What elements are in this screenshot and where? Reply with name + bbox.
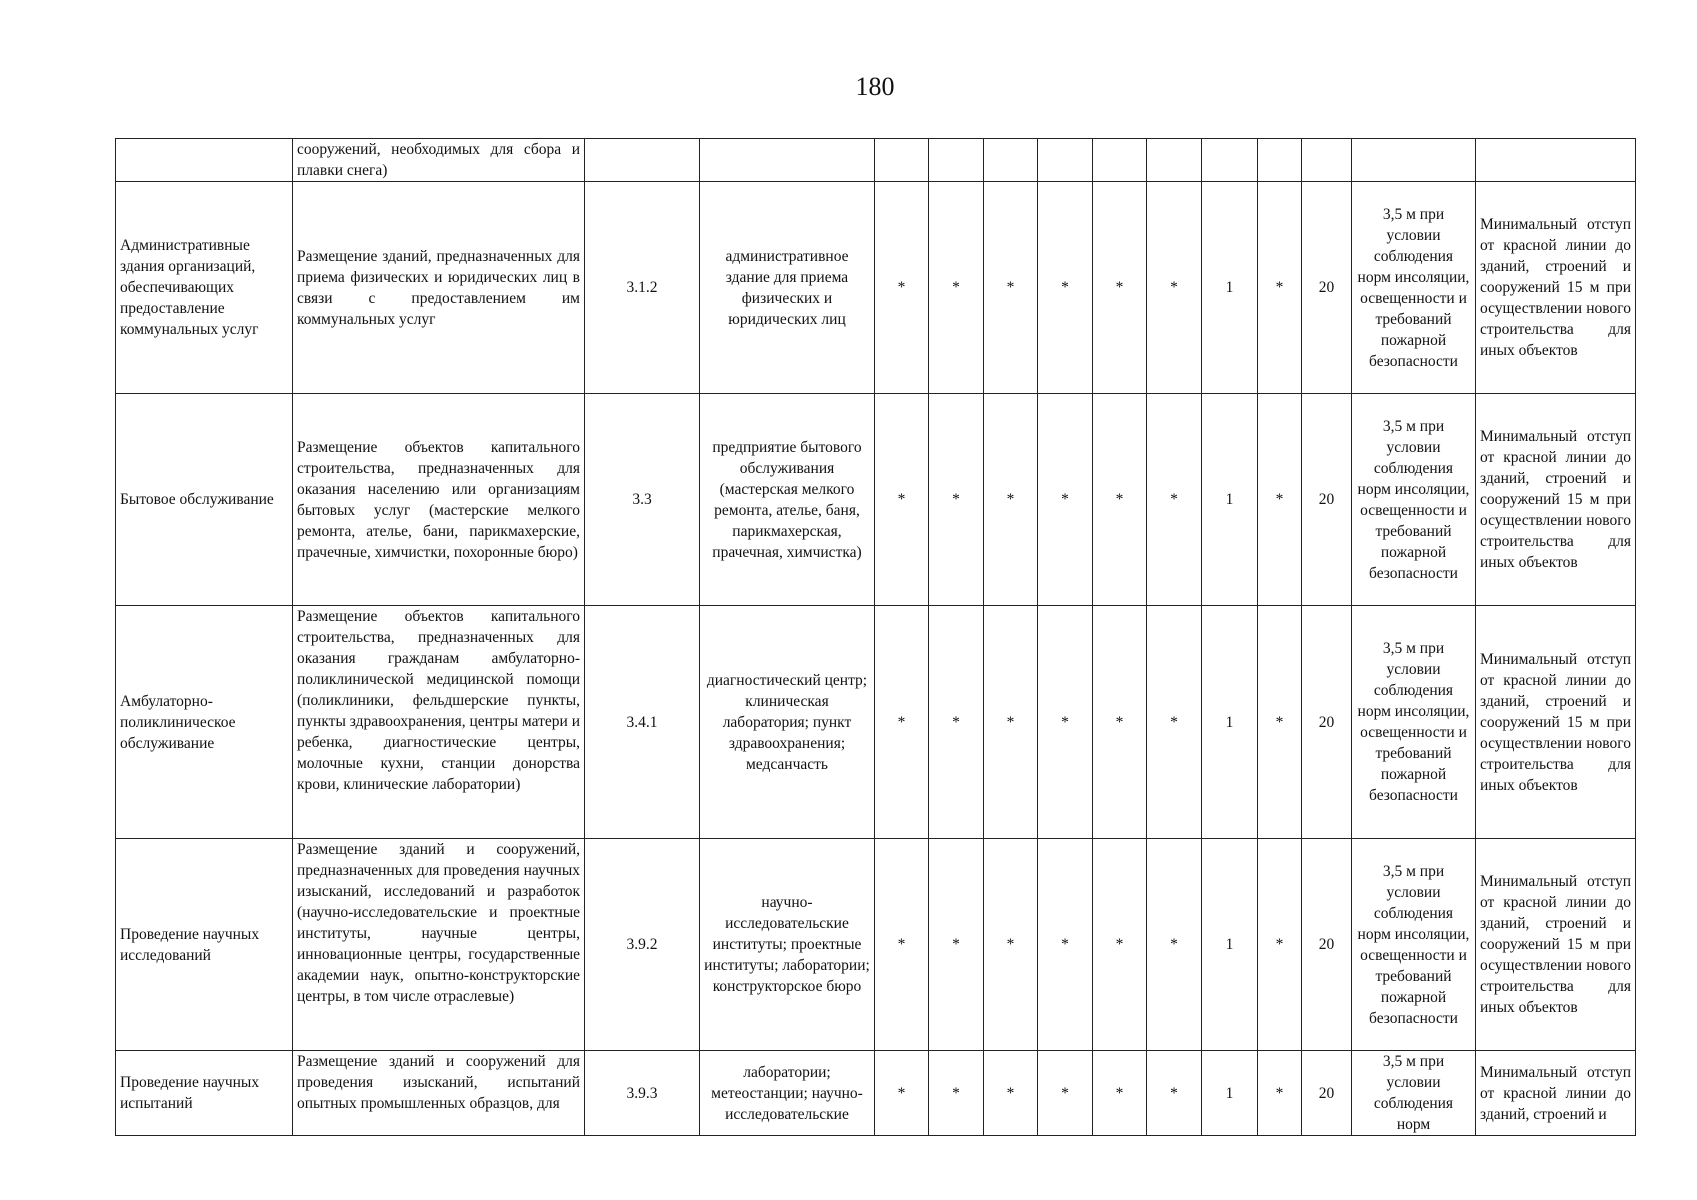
parameter-value-cell: * xyxy=(1258,394,1302,606)
parameter-value-cell: * xyxy=(929,1051,984,1136)
usage-code-cell: 3.9.2 xyxy=(585,839,700,1051)
permitted-objects-cell: предприятие бытового обслуживания (мастерская мелкого ремонта, ателье, баня, парикмахерская, прачечная, химчистка) xyxy=(700,394,875,606)
zone-name-cell: Проведение научных исследований xyxy=(116,839,293,1051)
parameter-value-cell: 1 xyxy=(1202,839,1258,1051)
parameter-value-cell: * xyxy=(1093,1051,1147,1136)
parameter-value-cell: * xyxy=(984,394,1038,606)
parameter-value-cell: * xyxy=(929,182,984,394)
table-row xyxy=(116,182,1636,394)
permitted-objects-cell: научно-исследовательские институты; проектные институты; лаборатории; конструкторское бюро xyxy=(700,839,875,1051)
parameter-value-cell: 20 xyxy=(1302,1051,1352,1136)
parameter-value-cell: * xyxy=(1258,1051,1302,1136)
parameter-value-cell: * xyxy=(1147,606,1202,839)
note-cell: Минимальный отступ от красной линии до зданий, строений и сооружений 15 м при осуществлении нового строительства для иных объектов xyxy=(1476,606,1636,839)
parameter-value-cell: 1 xyxy=(1202,606,1258,839)
parameter-value-cell: * xyxy=(1147,182,1202,394)
usage-description-cell: Размещение зданий, предназначенных для приема физических и юридических лиц в связи с предоставлением им коммунальных услуг xyxy=(293,182,585,394)
parameter-value-cell: * xyxy=(984,182,1038,394)
parameter-value-cell: 1 xyxy=(1202,394,1258,606)
usage-code-cell: 3.3 xyxy=(585,394,700,606)
parameter-value-cell xyxy=(1093,139,1147,182)
parameter-value-cell: * xyxy=(1038,394,1093,606)
parameter-value-cell xyxy=(929,139,984,182)
usage-code-cell: 3.1.2 xyxy=(585,182,700,394)
usage-description-cell: Размещение объектов капитального строительства, предназначенных для оказания гражданам амбулаторно-поликлинической медицинской помощи (поликлиники, фельдшерские пункты, пункты здравоохранения, центры матери и ребенка, диагностические центры, молочные кухни, станции донорства крови, клинические лаборатории) xyxy=(293,606,585,839)
note-cell: Минимальный отступ от красной линии до зданий, строений и xyxy=(1476,1051,1636,1136)
parameter-value-cell xyxy=(984,139,1038,182)
note-cell: Минимальный отступ от красной линии до зданий, строений и сооружений 15 м при осуществлении нового строительства для иных объектов xyxy=(1476,182,1636,394)
parameter-value-cell xyxy=(1258,139,1302,182)
parameter-value-cell xyxy=(1202,139,1258,182)
parameter-value-cell xyxy=(1038,139,1093,182)
parameter-value-cell: * xyxy=(984,839,1038,1051)
parameter-value-cell: 20 xyxy=(1302,394,1352,606)
parameter-value-cell: * xyxy=(1093,839,1147,1051)
table-row xyxy=(116,394,1636,606)
parameter-value-cell: * xyxy=(984,606,1038,839)
parameter-value-cell: 1 xyxy=(1202,182,1258,394)
table-row xyxy=(116,139,1636,182)
setback-cell: 3,5 м при условии соблюдения норм инсоляции, освещенности и требований пожарной безопасности xyxy=(1352,839,1476,1051)
parameter-value-cell: * xyxy=(984,1051,1038,1136)
usage-description-cell: Размещение зданий и сооружений, предназначенных для проведения научных изысканий, исследований и разработок (научно-исследовательские и проектные институты, научные центры, инновационные центры, государственные академии наук, опытно-конструкторские центры, в том числе отраслевые) xyxy=(293,839,585,1051)
usage-code-cell: 3.4.1 xyxy=(585,606,700,839)
parameter-value-cell xyxy=(875,139,929,182)
setback-cell xyxy=(1352,139,1476,182)
regulation-table xyxy=(115,138,1636,1136)
parameter-value-cell: 1 xyxy=(1202,1051,1258,1136)
zone-name-cell: Административные здания организаций, обеспечивающих предоставление коммунальных услуг xyxy=(116,182,293,394)
parameter-value-cell: * xyxy=(875,606,929,839)
usage-code-cell: 3.9.3 xyxy=(585,1051,700,1136)
parameter-value-cell: * xyxy=(1147,839,1202,1051)
permitted-objects-cell: лаборатории; метеостанции; научно-исследовательские xyxy=(700,1051,875,1136)
parameter-value-cell: * xyxy=(929,394,984,606)
setback-cell: 3,5 м при условии соблюдения норм инсоляции, освещенности и требований пожарной безопасности xyxy=(1352,182,1476,394)
permitted-objects-cell: диагностический центр; клиническая лаборатория; пункт здравоохранения; медсанчасть xyxy=(700,606,875,839)
zone-name-cell xyxy=(116,139,293,182)
parameter-value-cell: * xyxy=(929,839,984,1051)
zone-name-cell: Бытовое обслуживание xyxy=(116,394,293,606)
parameter-value-cell: * xyxy=(1258,606,1302,839)
usage-description-cell: Размещение зданий и сооружений для проведения изысканий, испытаний опытных промышленных образцов, для xyxy=(293,1051,585,1136)
setback-cell: 3,5 м при условии соблюдения норм инсоляции, освещенности и требований пожарной безопасности xyxy=(1352,606,1476,839)
permitted-objects-cell: административное здание для приема физических и юридических лиц xyxy=(700,182,875,394)
parameter-value-cell xyxy=(1147,139,1202,182)
parameter-value-cell: * xyxy=(1038,1051,1093,1136)
parameter-value-cell: 20 xyxy=(1302,182,1352,394)
note-cell xyxy=(1476,139,1636,182)
parameter-value-cell: 20 xyxy=(1302,606,1352,839)
parameter-value-cell xyxy=(1302,139,1352,182)
zone-name-cell: Проведение научных испытаний xyxy=(116,1051,293,1136)
note-cell: Минимальный отступ от красной линии до зданий, строений и сооружений 15 м при осуществлении нового строительства для иных объектов xyxy=(1476,394,1636,606)
note-cell: Минимальный отступ от красной линии до зданий, строений и сооружений 15 м при осуществлении нового строительства для иных объектов xyxy=(1476,839,1636,1051)
parameter-value-cell: * xyxy=(1258,182,1302,394)
table-body xyxy=(116,139,1636,1136)
parameter-value-cell: * xyxy=(875,394,929,606)
parameter-value-cell: * xyxy=(875,839,929,1051)
parameter-value-cell: * xyxy=(1093,606,1147,839)
table-row xyxy=(116,839,1636,1051)
table-row xyxy=(116,1051,1636,1136)
parameter-value-cell: * xyxy=(875,1051,929,1136)
setback-cell: 3,5 м при условии соблюдения норм xyxy=(1352,1051,1476,1136)
usage-description-cell: сооружений, необходимых для сбора и плавки снега) xyxy=(293,139,585,182)
parameter-value-cell: * xyxy=(875,182,929,394)
parameter-value-cell: * xyxy=(1038,182,1093,394)
setback-cell: 3,5 м при условии соблюдения норм инсоляции, освещенности и требований пожарной безопасности xyxy=(1352,394,1476,606)
parameter-value-cell: * xyxy=(1258,839,1302,1051)
usage-description-cell: Размещение объектов капитального строительства, предназначенных для оказания населению или организациям бытовых услуг (мастерские мелкого ремонта, ателье, бани, парикмахерские, прачечные, химчистки, похоронные бюро) xyxy=(293,394,585,606)
parameter-value-cell: * xyxy=(1038,839,1093,1051)
table-row xyxy=(116,606,1636,839)
page-number: 180 xyxy=(855,72,895,101)
parameter-value-cell: * xyxy=(1093,394,1147,606)
permitted-objects-cell xyxy=(700,139,875,182)
usage-code-cell xyxy=(585,139,700,182)
parameter-value-cell: * xyxy=(929,606,984,839)
parameter-value-cell: * xyxy=(1147,394,1202,606)
zone-name-cell: Амбулаторно-поликлиническое обслуживание xyxy=(116,606,293,839)
parameter-value-cell: * xyxy=(1038,606,1093,839)
parameter-value-cell: * xyxy=(1093,182,1147,394)
parameter-value-cell: 20 xyxy=(1302,839,1352,1051)
parameter-value-cell: * xyxy=(1147,1051,1202,1136)
